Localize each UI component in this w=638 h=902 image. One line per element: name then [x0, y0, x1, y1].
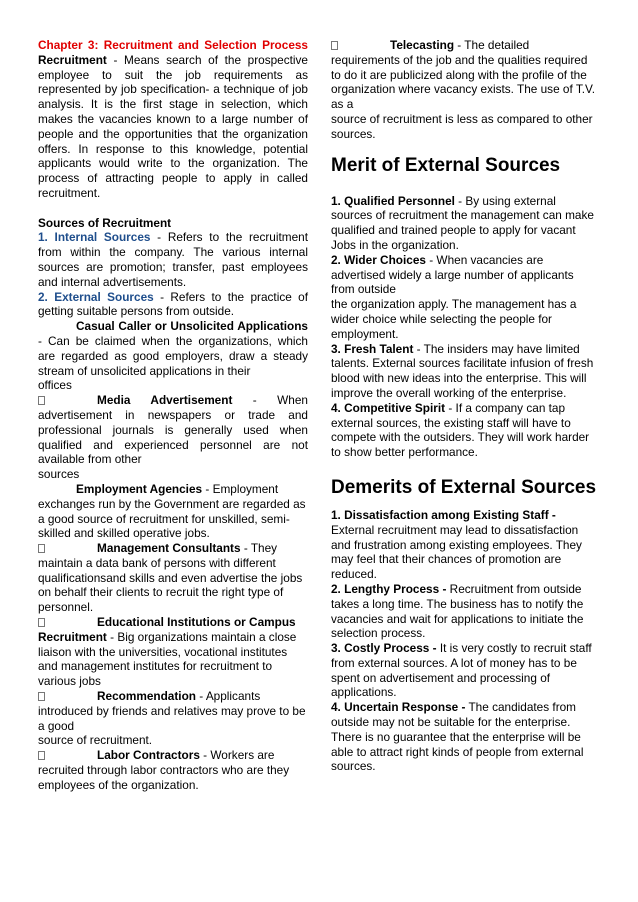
campus-recruitment-term: Educational Institutions or Campus Recruitment [38, 615, 296, 644]
recruitment-term: Recruitment [38, 52, 107, 67]
merit-item [331, 401, 600, 460]
recommendation-tail: source of recruitment. [38, 733, 153, 748]
recommendation-paragraph [38, 689, 308, 733]
merit-item [331, 342, 600, 372]
media-advertisement-paragraph [38, 393, 308, 467]
demerit-term: 4. Uncertain Response - [331, 700, 466, 715]
demerit-text: Recruitment from outside takes a long time. The business has to notify the vacancies and wait for applications to initiate the selection process. [331, 581, 584, 641]
media-advertisement-text: - When advertisement in newspapers or trade and professional journals is generally used when qualified and experienced personnel are not available from other [38, 393, 308, 467]
casual-caller-tail: offices [38, 378, 72, 393]
demerit-text: The candidates from outside may not be suitable for the enterprise. There is no guarantee that the enterprise will be able to attract right kinds of people from external sources. [331, 700, 584, 774]
management-consultants-text: - They maintain a data bank of persons with different qualificationsand skills and even advertise the jobs on behalf their clients to recruit the right type of personnel. [38, 541, 303, 615]
media-advertisement-term: Media Advertisement [97, 393, 233, 408]
recruitment-text: - Means search of the prospective employee to suit the job requirements as represented by job specification- a technique of job analysis. It is the first stage in selection, which makes the vacancies known to a large number of people and the opportunities that the organization offers. In response to this knowledge, potential applicants would write to the organization. The process of attracting people to apply in called recruitment. [38, 52, 308, 200]
recommendation-term: Recommendation [97, 689, 196, 704]
merit-term: 3. Fresh Talent [331, 341, 414, 356]
demerit-item [331, 700, 600, 774]
demerit-heading: Demerits of External Sources [331, 476, 597, 498]
merit-tail: the organization apply. The management has a wider choice while selecting the people for employment. [331, 297, 577, 341]
recruitment-paragraph [38, 53, 308, 201]
merit-term: 4. Competitive Spirit [331, 400, 446, 415]
demerit-term: 1. Dissatisfaction among Existing Staff - [331, 507, 556, 522]
internal-sources-text: - Refers to the recruitment from within the company. The various internal sources are promotion; transfer, past employees and internal advertisements. [38, 230, 308, 289]
bullet-box-icon [331, 41, 338, 50]
merit-text: - If a company can tap external sources, the existing staff will have to compete with the outsiders. They will work harder to show better performance. [331, 400, 590, 460]
external-sources-text: - Refers to the practice of getting suitable persons from outside. [38, 289, 308, 319]
chapter-title: Chapter 3: Recruitment and Selection Process [38, 38, 308, 52]
bullet-box-icon [38, 618, 45, 627]
merit-tail: blood with new ideas into the enterprise. This will improve the overall working of the enterprise. [331, 371, 587, 400]
sources-heading: Sources of Recruitment [38, 215, 172, 230]
demerit-term: 3. Costly Process - [331, 641, 437, 656]
employment-agencies-text: - Employment exchanges run by the Government are regarded as a good source of recruitment for unskilled, semi-skilled and skilled operative jobs. [38, 481, 306, 541]
external-sources-paragraph [38, 290, 308, 320]
telecasting-tail: source of recruitment is less as compared to other sources. [331, 111, 593, 141]
merit-item [331, 194, 600, 224]
merit-text: - When vacancies are advertised widely a large number of applicants from outside [331, 252, 574, 297]
telecasting-term: Telecasting [390, 38, 455, 52]
bullet-box-icon [38, 544, 45, 553]
demerit-item [331, 582, 600, 641]
casual-caller-paragraph [38, 319, 308, 378]
demerit-item [331, 508, 600, 582]
campus-recruitment-paragraph [38, 615, 308, 689]
demerit-item [331, 641, 600, 700]
merit-text: - The insiders may have limited talents. External sources facilitate infusion of fresh [331, 341, 594, 371]
recommendation-text: - Applicants introduced by friends and relatives may prove to be a good [38, 689, 306, 733]
telecasting-paragraph [331, 38, 600, 112]
casual-caller-term: Casual Caller or Unsolicited Applications [76, 319, 308, 334]
campus-recruitment-text: - Big organizations maintain a close liaison with the universities, vocational institutes and management institutes for recruitment to various jobs [38, 629, 297, 689]
merit-term: 2. Wider Choices [331, 252, 426, 267]
demerit-term: 2. Lengthy Process - [331, 581, 447, 596]
right-column [331, 38, 600, 774]
bullet-box-icon [38, 396, 45, 405]
merit-item [331, 253, 600, 297]
bullet-box-icon [38, 692, 45, 701]
media-advertisement-tail: sources [38, 467, 80, 482]
left-column [38, 38, 308, 793]
labor-contractors-text: - Workers are recruited through labor contractors who are they employees of the organization. [38, 748, 290, 792]
external-sources-term: 2. External Sources [38, 289, 154, 304]
labor-contractors-paragraph [38, 748, 308, 792]
bullet-box-icon [38, 751, 45, 760]
telecasting-text: - The detailed requirements of the job and the qualities required to do it are publicized along with the profile of the organization where vacancy exists. The use of T.V. as a [331, 38, 596, 112]
management-consultants-term: Management Consultants [97, 541, 241, 556]
demerit-text: External recruitment may lead to dissatisfaction and frustration among existing employees. They may feel that their chances of promotion are reduced. [331, 522, 582, 582]
merit-text: - By using external sources of recruitment the management can make [331, 193, 594, 223]
internal-sources-term: 1. Internal Sources [38, 230, 151, 245]
merit-term: 1. Qualified Personnel [331, 193, 455, 208]
labor-contractors-term: Labor Contractors [97, 748, 200, 763]
internal-sources-paragraph [38, 230, 308, 289]
merit-heading: Merit of External Sources [331, 154, 561, 176]
merit-tail: qualified and trained people to apply for vacant Jobs in the organization. [331, 223, 576, 252]
employment-agencies-paragraph [38, 482, 308, 541]
casual-caller-text: - Can be claimed when the organizations, which are regarded as good employers, draw a steady stream of unsolicited applications in their [38, 333, 308, 378]
employment-agencies-term: Employment Agencies [76, 481, 203, 496]
management-consultants-paragraph [38, 541, 308, 615]
demerit-text: It is very costly to recruit staff from external sources. A lot of money has to be spent on advertisement and processing of applications. [331, 641, 592, 700]
